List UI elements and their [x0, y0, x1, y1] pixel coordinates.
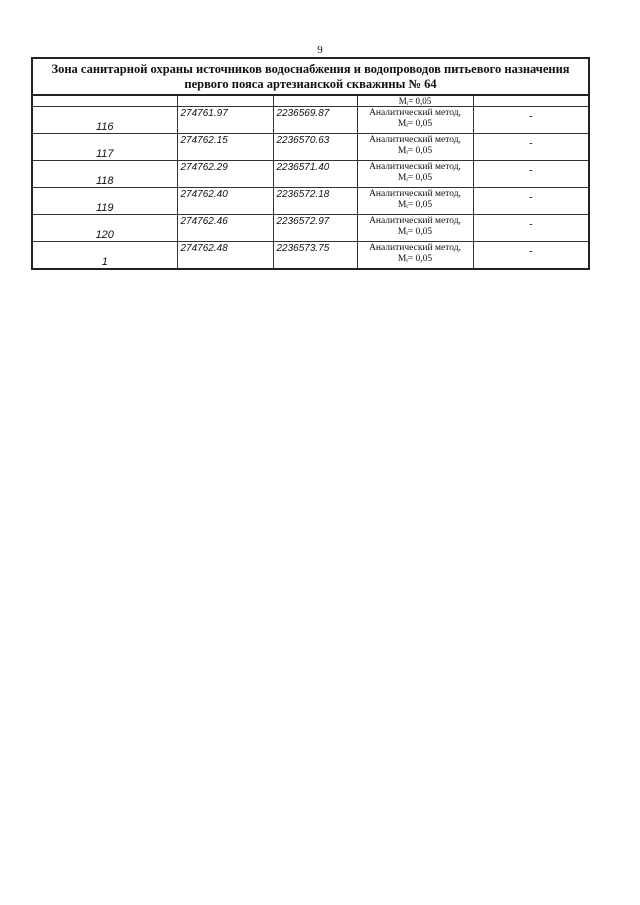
- x-coordinate: 274762.29: [177, 161, 273, 188]
- table-row: [32, 161, 589, 188]
- point-number: 118: [32, 161, 177, 188]
- note-cell: -: [473, 161, 589, 188]
- method-label: Аналитический метод,: [369, 243, 461, 253]
- table-row: [32, 242, 589, 270]
- point-cell: [32, 95, 177, 107]
- accuracy-label: Мᵢ= 0,05: [397, 145, 433, 156]
- y-coordinate: 2236573.75: [273, 242, 357, 270]
- y-coordinate: 2236571.40: [273, 161, 357, 188]
- y-coordinate: 2236570.63: [273, 134, 357, 161]
- table-title: Зона санитарной охраны источников водоснабжения и водопроводов питьевого назначения первого пояса артезианской скважины № 64: [32, 58, 589, 95]
- table-row-continued: [32, 95, 589, 107]
- note-cell: -: [473, 107, 589, 134]
- accuracy-label: Мᵢ= 0,05: [397, 226, 433, 237]
- accuracy-label: Мᵢ= 0,05: [397, 172, 433, 183]
- x-coordinate: 274761.97: [177, 107, 273, 134]
- y-cell: [273, 95, 357, 107]
- note-cell: -: [473, 215, 589, 242]
- method-cell: [357, 188, 473, 215]
- method-cell: [357, 107, 473, 134]
- coordinates-table: [31, 57, 590, 270]
- method-label: Аналитический метод,: [369, 135, 461, 145]
- y-coordinate: 2236569.87: [273, 107, 357, 134]
- table-row: [32, 188, 589, 215]
- point-number: 120: [32, 215, 177, 242]
- table-body: [32, 107, 589, 270]
- note-cell: [473, 95, 589, 107]
- point-number: 1: [32, 242, 177, 270]
- table-row: [32, 215, 589, 242]
- accuracy-label: Мᵢ= 0,05: [397, 199, 433, 210]
- accuracy-label: Мᵢ= 0,05: [397, 253, 433, 264]
- method-label: Аналитический метод,: [369, 216, 461, 226]
- point-number: 119: [32, 188, 177, 215]
- method-label: Аналитический метод,: [369, 189, 461, 199]
- x-coordinate: 274762.48: [177, 242, 273, 270]
- method-label: Аналитический метод,: [369, 108, 461, 118]
- point-number: 117: [32, 134, 177, 161]
- x-coordinate: 274762.40: [177, 188, 273, 215]
- table-title-row: [32, 58, 589, 95]
- note-cell: -: [473, 134, 589, 161]
- table-row: [32, 134, 589, 161]
- method-cell: [357, 161, 473, 188]
- y-coordinate: 2236572.18: [273, 188, 357, 215]
- x-cell: [177, 95, 273, 107]
- page-number: 9: [317, 44, 323, 56]
- note-cell: -: [473, 242, 589, 270]
- point-number: 116: [32, 107, 177, 134]
- note-cell: -: [473, 188, 589, 215]
- method-cell: [357, 215, 473, 242]
- x-coordinate: 274762.15: [177, 134, 273, 161]
- x-coordinate: 274762.46: [177, 215, 273, 242]
- method-cell: [357, 242, 473, 270]
- method-label: Аналитический метод,: [369, 162, 461, 172]
- y-coordinate: 2236572.97: [273, 215, 357, 242]
- accuracy-label: Мᵢ= 0,05: [397, 118, 433, 129]
- method-cell: [357, 134, 473, 161]
- table-row: [32, 107, 589, 134]
- method-cell: Мᵢ= 0,05: [357, 95, 473, 107]
